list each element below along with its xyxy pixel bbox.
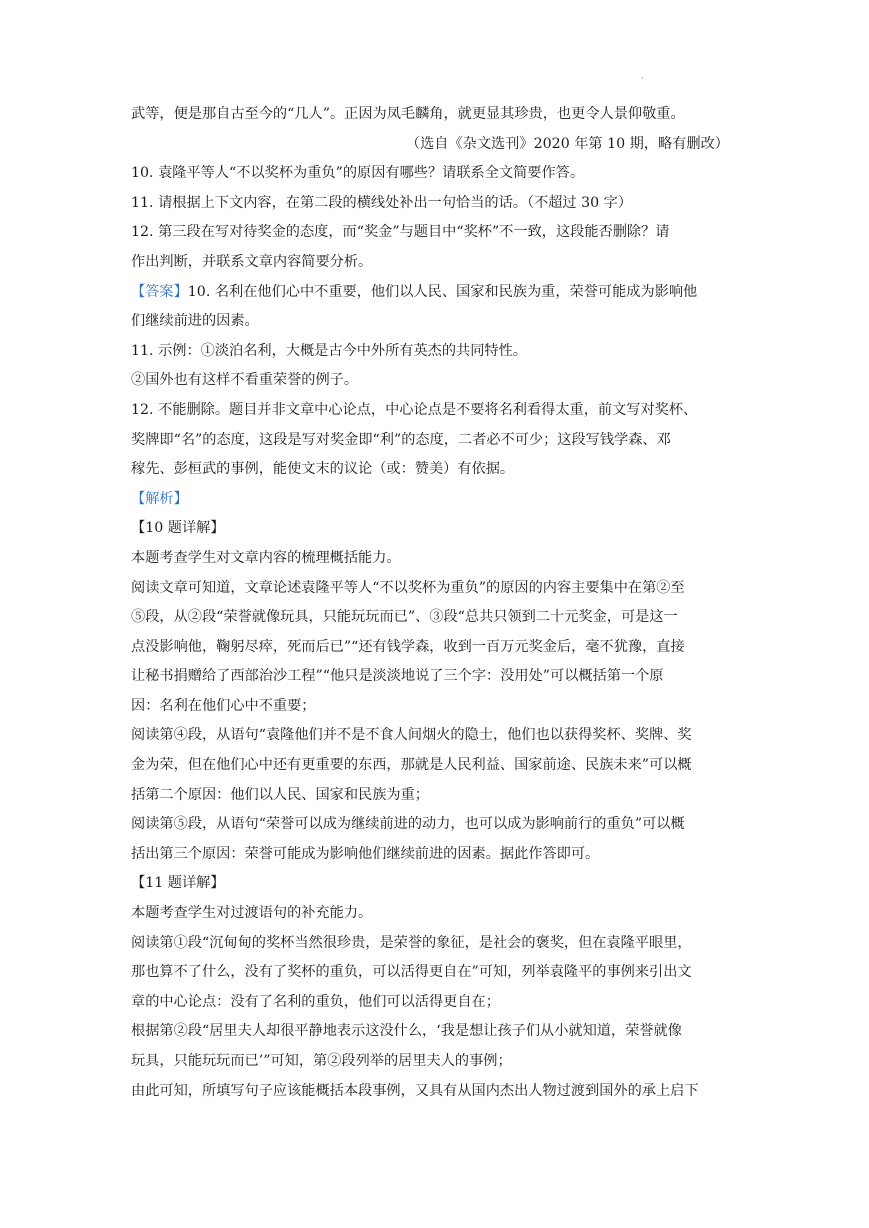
- line-text: 根据第②段“居里夫人却很平静地表示这没什么，‘我是想让孩子们从小就知道，荣誉就像: [131, 1023, 682, 1040]
- text-line: [131, 662, 741, 692]
- text-line: [131, 1077, 741, 1107]
- text-line: [131, 603, 741, 633]
- line-text: 由此可知，所填写句子应该能概括本段事例，又具有从国内杰出人物过渡到国外的承上启下: [131, 1082, 699, 1099]
- text-line: [131, 929, 741, 959]
- line-text: 章的中心论点：没有了名利的重负，他们可以活得更自在；: [131, 993, 500, 1010]
- line-text: 玩具，只能玩玩而已’”可知，第②段列举的居里夫人的事例；: [131, 1053, 512, 1069]
- line-text: 本题考查学生对过渡语句的补充能力。: [131, 905, 373, 922]
- text-line: [131, 869, 741, 899]
- line-text: ⑤段，从②段“荣誉就像玩具，只能玩玩而已”、③段“总共只领到二十元奖金，可是这一: [131, 609, 678, 626]
- line-text: 稼先、彭桓武的事例，能使文末的议论（或：赞美）有依据。: [131, 461, 515, 478]
- text-line: [131, 633, 741, 663]
- text-line: [131, 159, 741, 189]
- text-line: [131, 100, 741, 130]
- line-text: （选自《杂文选刊》2020 年第 10 期，略有删改）: [405, 135, 729, 152]
- text-line: [131, 810, 741, 840]
- line-text: 11. 示例：①淡泊名利，大概是古今中外所有英杰的共同特性。: [131, 342, 527, 359]
- line-text: 12. 不能删除。题目并非文章中心论点，中心论点是不要将名利看得太重，前文写对奖杯、: [131, 401, 698, 418]
- text-line: [131, 130, 741, 160]
- text-line: [131, 721, 741, 751]
- text-line: [131, 218, 741, 248]
- line-text: 10. 袁隆平等人“不以奖杯为重负”的原因有哪些？请联系全文简要作答。: [131, 165, 585, 182]
- line-text: 11. 请根据上下文内容，在第二段的横线处补出一句恰当的话。（不超过 30 字）: [131, 194, 633, 211]
- text-line: [131, 958, 741, 988]
- text-line: [131, 899, 741, 929]
- section-label: 【答案】: [131, 283, 188, 300]
- document-body: [131, 100, 741, 1106]
- line-text: ②国外也有这样不看重荣誉的例子。: [131, 372, 359, 389]
- text-line: [131, 514, 741, 544]
- line-text: 金为荣，但在他们心中还有更重要的东西，那就是人民利益、国家前途、民族未来”可以概: [131, 757, 692, 774]
- text-line: [131, 840, 741, 870]
- text-line: [131, 1017, 741, 1047]
- text-line: [131, 751, 741, 781]
- line-text: 阅读第①段“沉甸甸的奖杯当然很珍贵，是荣誉的象征，是社会的褒奖，但在袁隆平眼里，: [131, 934, 692, 951]
- text-line: [131, 396, 741, 426]
- text-line: [131, 455, 741, 485]
- line-text: 让秘书捐赠给了西部治沙工程”“他只是淡淡地说了三个字：没用处”可以概括第一个原: [131, 668, 664, 685]
- section-label-line: [131, 278, 741, 308]
- text-line: [131, 692, 741, 722]
- line-text: 奖牌即“名”的态度，这段是写对奖金即“利”的态度，二者必不可少；这段写钱学森、邓: [131, 431, 671, 448]
- text-line: [131, 366, 741, 396]
- line-text: 阅读第⑤段，从语句“荣誉可以成为继续前进的动力，也可以成为影响前行的重负”可以概: [131, 816, 685, 833]
- line-text: 阅读文章可知道，文章论述袁隆平等人“不以奖杯为重负”的原因的内容主要集中在第②至: [131, 579, 685, 596]
- line-text: 10. 名利在他们心中不重要，他们以人民、国家和民族为重，荣誉可能成为影响他: [187, 283, 698, 300]
- text-line: [131, 307, 741, 337]
- line-text: 【10 题详解】: [131, 520, 225, 537]
- text-line: [131, 1047, 741, 1077]
- text-line: [131, 189, 741, 219]
- line-text: 那也算不了什么，没有了奖杯的重负，可以活得更自在”可知，列举袁隆平的事例来引出文: [131, 964, 692, 981]
- line-text: 括出第三个原因：荣誉可能成为影响他们继续前进的因素。据此作答即可。: [131, 845, 600, 862]
- section-label: 【解析】: [131, 490, 188, 507]
- line-text: 本题考查学生对文章内容的梳理概括能力。: [131, 549, 401, 566]
- line-text: 12. 第三段在写对待奖金的态度，而“奖金”与题目中“奖杯”不一致，这段能否删除？请: [131, 224, 670, 241]
- line-text: 武等，便是那自古至今的“几人”。正因为凤毛麟角，就更显其珍贵，也更令人景仰敬重。: [131, 106, 685, 122]
- line-text: 【11 题详解】: [131, 875, 225, 892]
- section-label-line: [131, 485, 741, 515]
- text-line: [131, 574, 741, 604]
- line-text: 作出判断，并联系文章内容简要分析。: [131, 253, 373, 270]
- line-text: 因：名利在他们心中不重要；: [131, 697, 316, 714]
- line-text: 阅读第④段，从语句“袁隆他们并不是不食人间烟火的隐士，他们也以获得奖杯、奖牌、奖: [131, 727, 692, 744]
- text-line: [131, 426, 741, 456]
- line-text: 点没影响他，鞠躬尽瘁，死而后已”“还有钱学森，收到一百万元奖金后，毫不犹豫，直接: [131, 638, 685, 655]
- text-line: [131, 248, 741, 278]
- text-line: [131, 337, 741, 367]
- line-text: 括第二个原因：他们以人民、国家和民族为重；: [131, 786, 429, 803]
- line-text: 们继续前进的因素。: [131, 313, 259, 330]
- text-line: [131, 988, 741, 1018]
- text-line: [131, 544, 741, 574]
- text-line: [131, 781, 741, 811]
- header-dot: ·: [641, 74, 644, 83]
